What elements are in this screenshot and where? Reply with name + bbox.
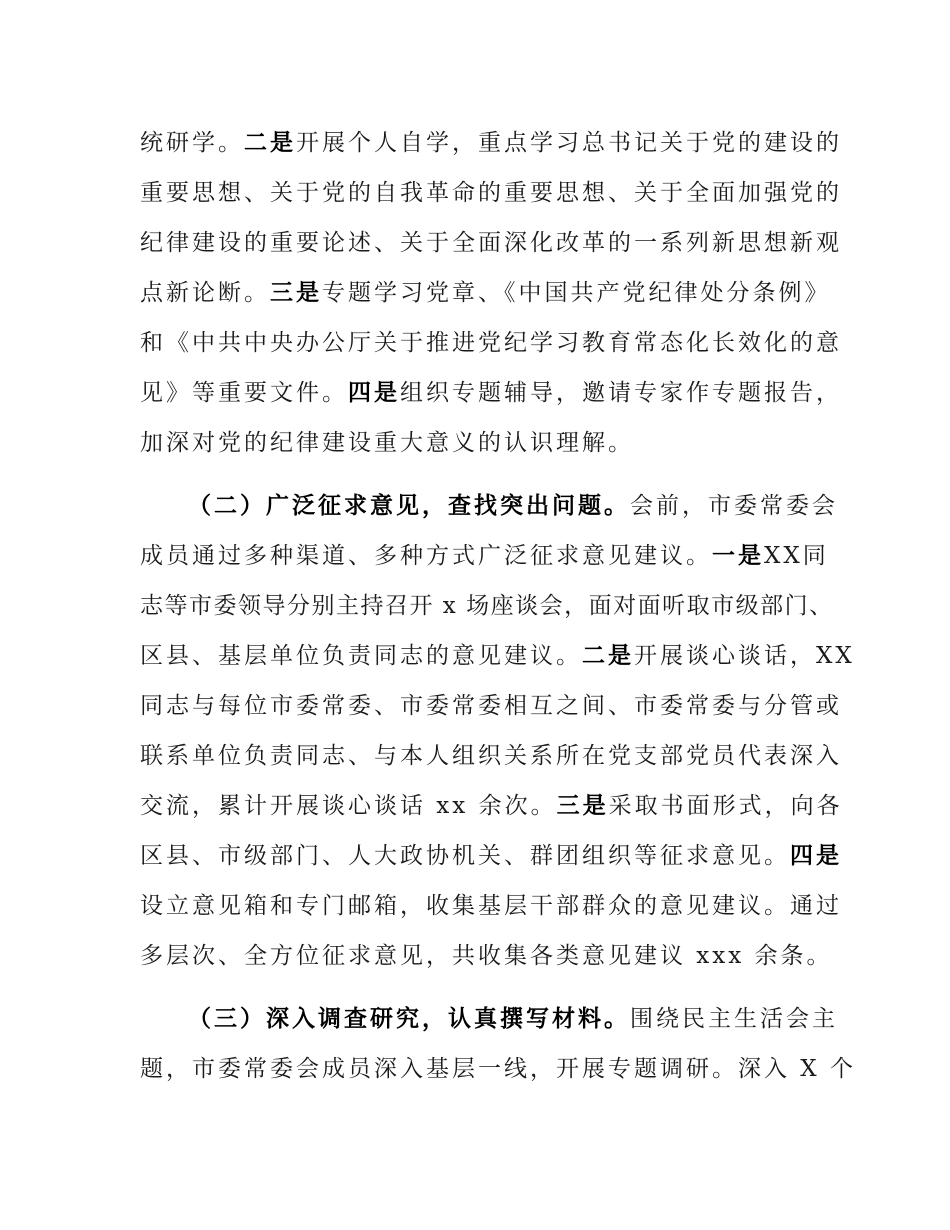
text-line [140,541,829,571]
text-line [140,428,634,458]
text-run: 围绕民主生活会主 [630,1006,838,1032]
text-run: XX同 [764,543,829,569]
text-run: 区县、市级部门、人大政协机关、群团组织等征求意见。 [140,843,790,869]
text-line [140,228,842,258]
text-run: 联系单位负责同志、与本人组织关系所在党支部党员代表深入 [140,743,842,769]
text-run: 组织专题辅导，邀请专家作专题报告， [400,380,842,406]
text-run: 开展谈心谈话，XX [634,643,855,669]
text-run: 区县、基层单位负责同志的意见建议。 [140,643,582,669]
text-line [140,891,842,921]
text-line [140,591,834,621]
text-line [140,378,842,408]
paragraph-heading-line [188,1004,838,1034]
text-line [140,941,833,971]
bold-run: 二是 [244,130,296,156]
text-line [140,328,842,358]
text-line [140,128,842,158]
text-line [140,178,842,208]
text-run: 会前，市委常委会 [630,493,838,519]
text-line [140,841,842,871]
section-heading: （二）广泛征求意见，查找突出问题。 [188,493,630,519]
bold-run: 四是 [790,843,842,869]
text-run: 交流，累计开展谈心谈话 xx 余次。 [140,793,557,819]
text-line [140,741,842,771]
bold-run: 四是 [348,380,400,406]
bold-run: 一是 [712,543,764,569]
text-run: 和《中共中央办公厅关于推进党纪学习教育常态化长效化的意 [140,330,842,356]
text-line [140,278,831,308]
bold-run: 二是 [582,643,634,669]
text-line [140,791,843,821]
bold-run: 三是 [270,280,322,306]
text-line [140,1054,856,1084]
text-run: 加深对党的纪律建设重大意义的认识理解。 [140,430,634,456]
paragraph-heading-line [188,491,838,521]
section-heading: （三）深入调查研究，认真撰写材料。 [188,1006,630,1032]
text-run: 志等市委领导分别主持召开 x 场座谈会，面对面听取市级部门、 [140,593,834,619]
bold-run: 三是 [556,793,609,819]
text-run: 同志与每位市委常委、市委常委相互之间、市委常委与分管或 [140,693,842,719]
text-run: 开展个人自学，重点学习总书记关于党的建设的 [296,130,842,156]
text-run: 题，市委常委会成员深入基层一线，开展专题调研。深入 X 个 [140,1056,856,1082]
text-run: 统研学。 [140,130,244,156]
text-run: 纪律建设的重要论述、关于全面深化改革的一系列新思想新观 [140,230,842,256]
text-run: 专题学习党章、《中国共产党纪律处分条例》 [322,280,831,306]
text-run: 采取书面形式，向各 [608,793,843,819]
text-run: 成员通过多种渠道、多种方式广泛征求意见建议。 [140,543,712,569]
text-run: 见》等重要文件。 [140,380,348,406]
text-run: 设立意见箱和专门邮箱，收集基层干部群众的意见建议。通过 [140,893,842,919]
text-line [140,641,855,671]
text-run: 重要思想、关于党的自我革命的重要思想、关于全面加强党的 [140,180,842,206]
text-run: 点新论断。 [140,280,270,306]
text-run: 多层次、全方位征求意见，共收集各类意见建议 xxx 余条。 [140,943,833,969]
text-line [140,691,842,721]
